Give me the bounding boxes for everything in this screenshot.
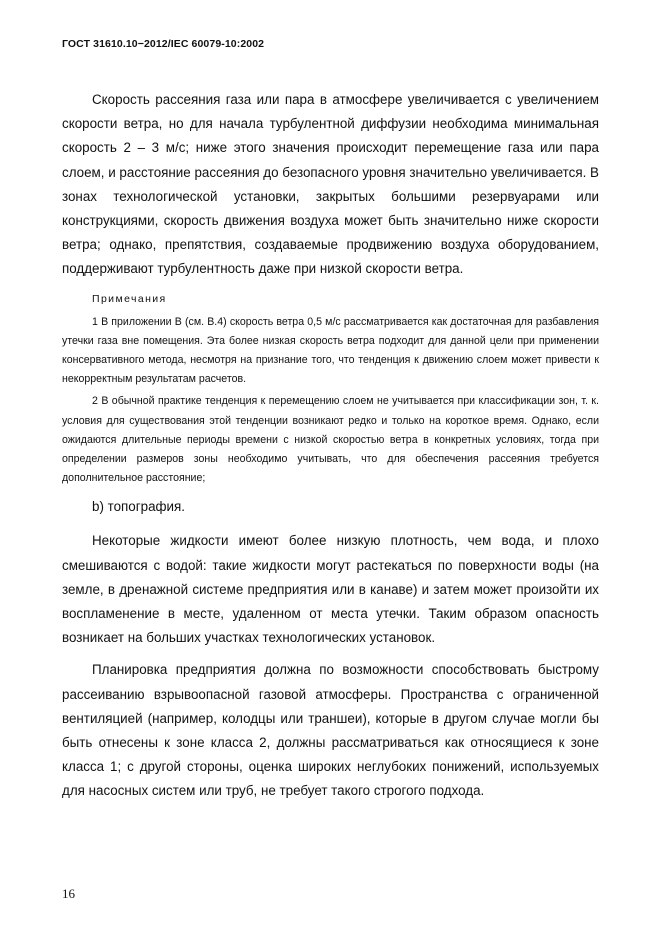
document-header: ГОСТ 31610.10−2012/IEC 60079-10:2002 xyxy=(62,38,265,50)
paragraph-liquids: Некоторые жидкости имеют более низкую плотность, чем вода, и плохо смешиваются с водой: такие жидкости могут растекаться по поверхности воды (на земле, в дренажной системе предприятия или в канаве) и затем может произойти их воспламенение в месте, удаленном от места утечки. Таким образом опасность возникает на больших участках технологических установок. xyxy=(62,533,599,646)
page-content xyxy=(62,88,599,804)
page-number: 16 xyxy=(62,886,75,901)
note-1: 1 В приложении В (см. В.4) скорость ветра 0,5 м/с рассматривается как достаточная для разбавления утечки газа вне помещения. Эта более низкая скорость ветра подходит для данной цели при применении консервативного метода, несмотря на признание того, что тенденция к движению слоем может привести к некорректным результатам расчетов. xyxy=(62,315,599,386)
note-2: 2 В обычной практике тенденция к перемещению слоем не учитывается при классификации зон, т. к. условия для существования этой тенденции возникают редко и только на короткое время. Однако, если ожидаются длительные периоды времени с низкой скоростью ветра в конкретных условиях, тогда при определении размеров зоны необходимо учитывать, что для обеспечения рассеяния требуется дополнительное расстояние; xyxy=(62,395,599,485)
list-item-b: b) топография. xyxy=(92,499,186,515)
paragraph-wind-speed: Скорость рассеяния газа или пара в атмосфере увеличивается с увеличением скорости ветра, но для начала турбулентной диффузии необходима минимальная скорость 2 – 3 м/с; ниже этого значения происходит перемещение газа или пара слоем, и расстояние рассеяния до безопасного уровня значительно увеличивается. В зонах технологической установки, закрытых большими резервуарами или конструкциями, скорость движения воздуха может быть значительно ниже скорости ветра; однако, препятствия, создаваемые продвижению воздуха оборудованием, поддерживают турбулентность даже при низкой скорости ветра. xyxy=(62,92,599,277)
paragraph-layout: Планировка предприятия должна по возможности способствовать быстрому рассеиванию взрывоопасной газовой атмосферы. Пространства с ограниченной вентиляцией (например, колодцы или траншеи), которые в другом случае могли бы быть отнесены к зоне класса 2, должны рассматриваться как относящиеся к зоне класса 1; с другой стороны, оценка широких неглубоких понижений, используемых для насосных систем или труб, не требует такого строгого подхода. xyxy=(62,662,599,799)
notes-heading: Примечания xyxy=(92,292,167,305)
